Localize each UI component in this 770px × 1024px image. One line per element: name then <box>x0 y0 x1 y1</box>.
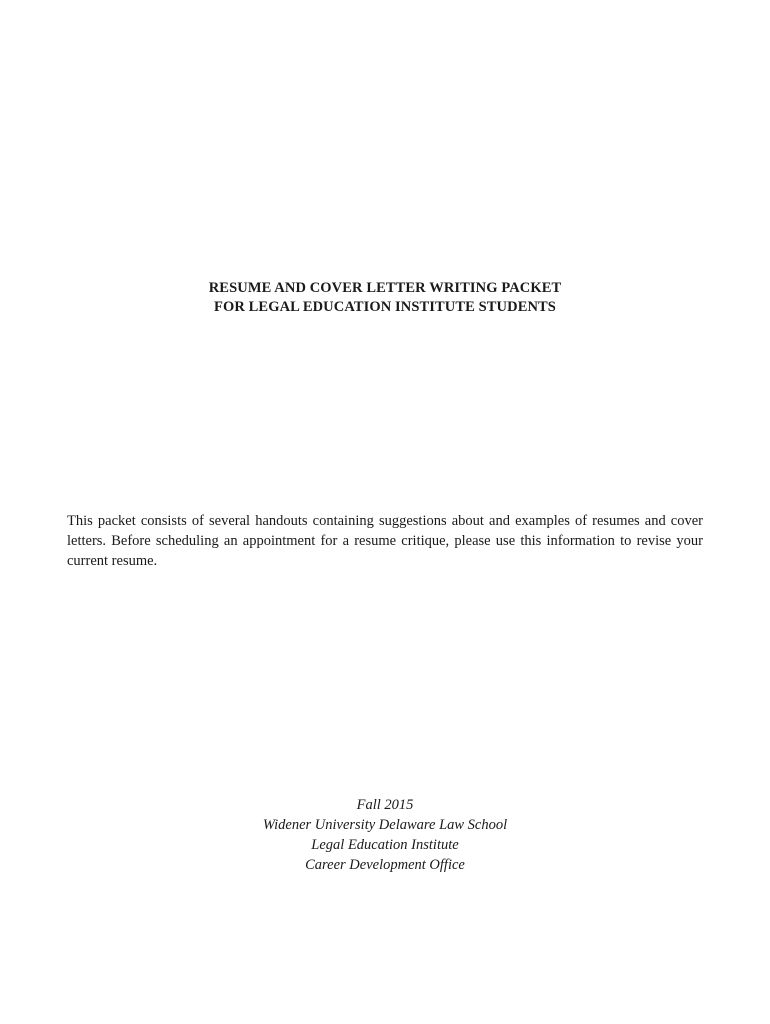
document-title <box>0 279 770 317</box>
document-footer <box>0 795 770 875</box>
footer-office: Career Development Office <box>305 857 465 873</box>
footer-school: Widener University Delaware Law School <box>262 817 508 833</box>
intro-paragraph: This packet consists of several handouts containing suggestions about and examples of resumes and cover letters. Before scheduling an appointment for a resume critique, please use this information to revise your current resume. <box>67 513 703 569</box>
title-line-1: RESUME AND COVER LETTER WRITING PACKET <box>208 280 562 296</box>
title-line-2: FOR LEGAL EDUCATION INSTITUTE STUDENTS <box>214 299 556 315</box>
footer-institute: Legal Education Institute <box>311 837 459 853</box>
footer-term: Fall 2015 <box>356 797 414 813</box>
